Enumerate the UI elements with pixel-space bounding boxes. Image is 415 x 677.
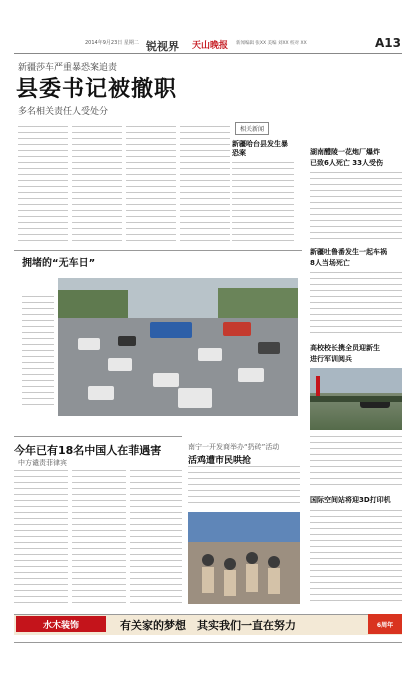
lead-body-column-2 <box>72 126 122 244</box>
parade-photo <box>310 368 402 430</box>
ad-brand[interactable]: 水木装饰 <box>16 616 106 632</box>
sidebar-body-3 <box>310 436 402 488</box>
editor-credits: 新闻编辑 张XX 美编 刘XX 校对 XX <box>236 41 307 46</box>
sidebar-head-1b: 已致6人死亡 33人受伤 <box>310 159 384 167</box>
brief-title: 新疆哈台县发生暴恐案 <box>232 140 288 157</box>
sidebar-head-2: 新疆吐鲁番发生一起车祸 <box>310 248 387 256</box>
sidebar-head-4: 国际空间站将迎3D打印机 <box>310 496 391 504</box>
brief-tag: 相关新闻 <box>235 122 269 135</box>
section-name: 锐视界 <box>146 40 179 53</box>
newspaper-logo: 天山晚报 <box>192 41 229 51</box>
story2-title: 今年已有18名中国人在菲遇害 <box>14 444 162 457</box>
sidebar-head-2b: 8人当场死亡 <box>310 259 350 267</box>
brief-body <box>232 162 294 244</box>
photo-story-caption <box>22 296 54 406</box>
sidebar-head-3b: 进行军训阅兵 <box>310 355 352 363</box>
sidebar-head-1: 湖南醴陵一花炮厂爆炸 <box>310 148 380 156</box>
story2-rule <box>14 436 182 437</box>
sidebar-body-1 <box>310 172 402 240</box>
issue-date: 2014年9月23日 星期二 <box>85 40 139 46</box>
story3-headline: 活鸡遭市民哄抢 <box>188 456 252 466</box>
header-divider <box>14 53 402 54</box>
story3-body <box>188 466 300 506</box>
page-number: A13 <box>375 36 401 50</box>
photo-story-rule <box>14 250 302 251</box>
story2-body-1 <box>14 470 68 608</box>
footer-divider <box>14 642 402 643</box>
market-illustration <box>188 512 300 604</box>
lead-headline: 县委书记被撤职 <box>16 77 178 102</box>
story2-deck: 中方谴责菲律宾 <box>18 459 67 467</box>
sidebar-body-4 <box>310 510 402 606</box>
lead-body-column-3 <box>126 126 176 244</box>
story2-body-3 <box>130 470 182 608</box>
lead-kicker: 新疆莎车严重暴恐案追责 <box>18 63 118 73</box>
lead-body-column-4 <box>180 126 230 244</box>
photo-story-title: 拥堵的“无车日” <box>22 258 96 269</box>
ad-slogan: 有关家的梦想 其实我们一直在努力 <box>120 619 296 632</box>
parade-illustration <box>310 368 402 430</box>
ad-badge: 6周年 <box>368 614 402 634</box>
market-photo <box>188 512 300 604</box>
story2-body-2 <box>72 470 126 608</box>
story3-kicker: 南宁一开发商举办“扔砖”活动 <box>188 443 280 451</box>
traffic-jam-photo <box>58 278 298 416</box>
sidebar-head-3: 高校校长携全员迎新生 <box>310 344 380 352</box>
traffic-jam-illustration <box>58 278 298 416</box>
lead-body-column-1 <box>18 126 68 244</box>
lead-deck: 多名相关责任人受处分 <box>18 107 109 117</box>
sidebar-body-2 <box>310 272 402 334</box>
